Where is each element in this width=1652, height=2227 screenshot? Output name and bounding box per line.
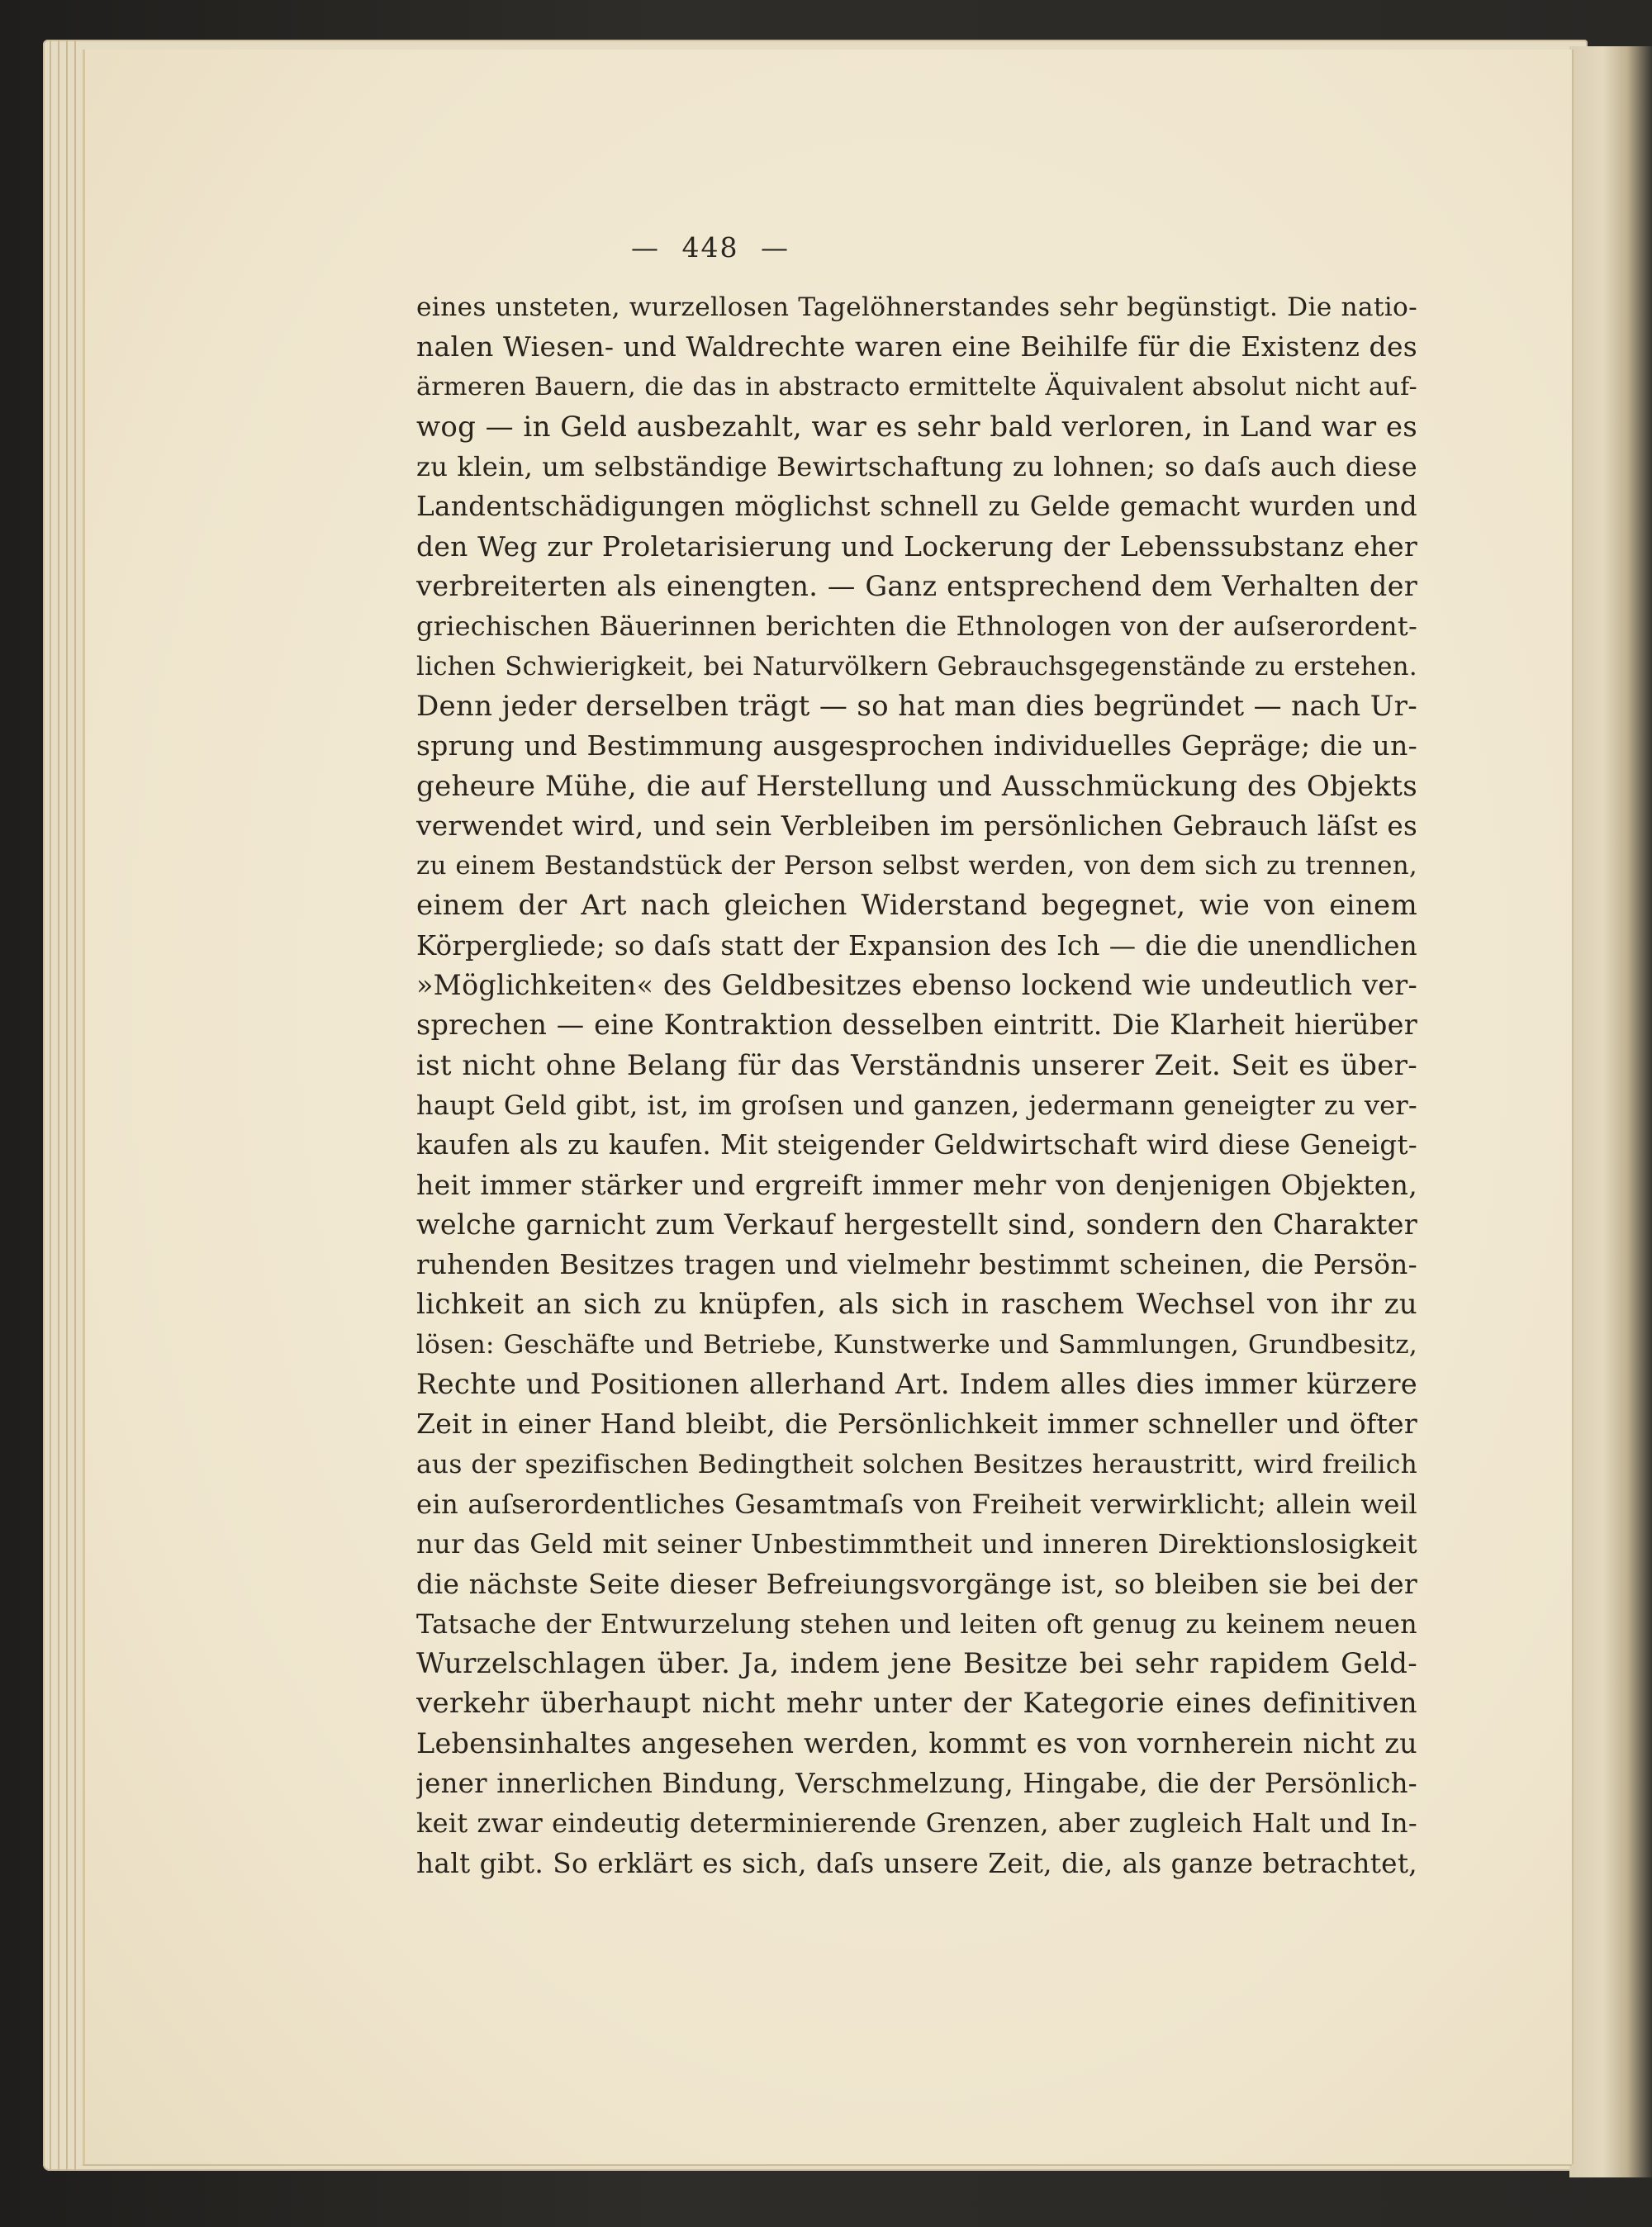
text-line: zu klein, um selbständige Bewirtschaftung zu lohnen; so daſs auch diese [416, 451, 1417, 483]
text-line: halt gibt. So erklärt es sich, daſs unsere Zeit, die, als ganze betrachtet, [416, 1847, 1417, 1879]
text-line: griechischen Bäuerinnen berichten die Ethnologen von der auſserordent- [416, 610, 1417, 643]
text-line: ist nicht ohne Belang für das Verständnis unserer Zeit. Seit es über- [416, 1048, 1417, 1082]
text-line: ruhenden Besitzes tragen und vielmehr bestimmt scheinen, die Persön- [416, 1249, 1417, 1281]
text-line: Wurzelschlagen über. Ja, indem jene Besitze bei sehr rapidem Geld- [416, 1647, 1417, 1681]
page-edge-line [74, 40, 76, 2171]
text-line: sprung und Bestimmung ausgesprochen individuelles Gepräge; die un- [416, 729, 1417, 762]
text-line: Tatsache der Entwurzelung stehen und leiten oft genug zu keinem neuen [416, 1607, 1417, 1640]
text-line: Landentschädigungen möglichst schnell zu Gelde gemacht wurden und [416, 491, 1417, 523]
body-text [416, 287, 1417, 1883]
text-line: Körpergliede; so daſs statt der Expansion des Ich — die die unendlichen [416, 929, 1417, 962]
text-line: haupt Geld gibt, ist, im groſsen und ganzen, jedermann geneigter zu ver- [416, 1089, 1417, 1121]
page-number-dash-right: — [761, 231, 790, 264]
text-line: den Weg zur Proletarisierung und Lockerung der Lebenssubstanz eher [416, 529, 1417, 563]
page-edge-line [66, 40, 68, 2171]
text-line: kaufen als zu kaufen. Mit steigender Geldwirtschaft wird diese Geneigt- [416, 1129, 1417, 1161]
text-line: geheure Mühe, die auf Herstellung und Ausschmückung des Objekts [416, 769, 1417, 803]
text-line: lichkeit an sich zu knüpfen, als sich in raschem Wechsel von ihr zu [416, 1288, 1417, 1322]
text-line: welche garnicht zum Verkauf hergestellt sind, sondern den Charakter [416, 1208, 1417, 1241]
text-line: eines unsteten, wurzellosen Tagelöhnerstandes sehr begünstigt. Die natio- [416, 292, 1417, 322]
text-line: einem der Art nach gleichen Widerstand begegnet, wie von einem [416, 889, 1417, 923]
text-line: Rechte und Positionen allerhand Art. Indem alles dies immer kürzere [416, 1368, 1417, 1401]
text-line: lösen: Geschäfte und Betriebe, Kunstwerke und Sammlungen, Grundbesitz, [416, 1329, 1417, 1360]
text-line: die nächste Seite dieser Befreiungsvorgänge ist, so bleiben sie bei der [416, 1567, 1417, 1600]
text-line: verbreiterten als einengten. — Ganz entsprechend dem Verhalten der [416, 570, 1417, 603]
text-line: ärmeren Bauern, die das in abstracto ermittelte Äquivalent absolut nicht auf- [416, 372, 1417, 401]
text-line: nalen Wiesen- und Waldrechte waren eine Beihilfe für die Existenz des [416, 330, 1417, 363]
text-line: keit zwar eindeutig determinierende Grenzen, aber zugleich Halt und In- [416, 1807, 1417, 1840]
text-line: nur das Geld mit seiner Unbestimmtheit und inneren Direktionslosigkeit [416, 1528, 1417, 1560]
text-line: aus der spezifischen Bedingtheit solchen Besitzes heraustritt, wird freilich [416, 1449, 1417, 1479]
text-line: verwendet wird, und sein Verbleiben im persönlichen Gebrauch läſst es [416, 810, 1417, 842]
text-line: sprechen — eine Kontraktion desselben eintritt. Die Klarheit hierüber [416, 1009, 1417, 1042]
text-line: ein auſserordentliches Gesamtmaſs von Freiheit verwirklicht; allein weil [416, 1488, 1417, 1520]
text-line: wog — in Geld ausbezahlt, war es sehr bald verloren, in Land war es [416, 410, 1417, 444]
page-number-value: 448 [681, 231, 739, 264]
text-line: jener innerlichen Bindung, Verschmelzung, Hingabe, die der Persönlich- [416, 1767, 1417, 1799]
text-line: »Möglichkeiten« des Geldbesitzes ebenso lockend wie undeutlich ver- [416, 969, 1417, 1002]
text-line: verkehr überhaupt nicht mehr unter der Kategorie eines definitiven [416, 1687, 1417, 1721]
text-line: Denn jeder derselben trägt — so hat man dies begründet — nach Ur- [416, 689, 1417, 723]
page-edge-line [58, 40, 59, 2171]
text-line: Zeit in einer Hand bleibt, die Persönlichkeit immer schneller und öfter [416, 1408, 1417, 1441]
text-line: lichen Schwierigkeit, bei Naturvölkern Gebrauchsgegenstände zu erstehen. [416, 651, 1417, 681]
page-edge-line [50, 40, 51, 2171]
text-line: Lebensinhaltes angesehen werden, kommt es von vornherein nicht zu [416, 1726, 1417, 1759]
text-line: zu einem Bestandstück der Person selbst werden, von dem sich zu trennen, [416, 851, 1417, 881]
text-line: heit immer stärker und ergreift immer mehr von denjenigen Objekten, [416, 1168, 1417, 1201]
opposite-page-edge [1569, 46, 1652, 2177]
page-number-dash-left: — [631, 231, 660, 264]
page-number [314, 231, 1107, 264]
